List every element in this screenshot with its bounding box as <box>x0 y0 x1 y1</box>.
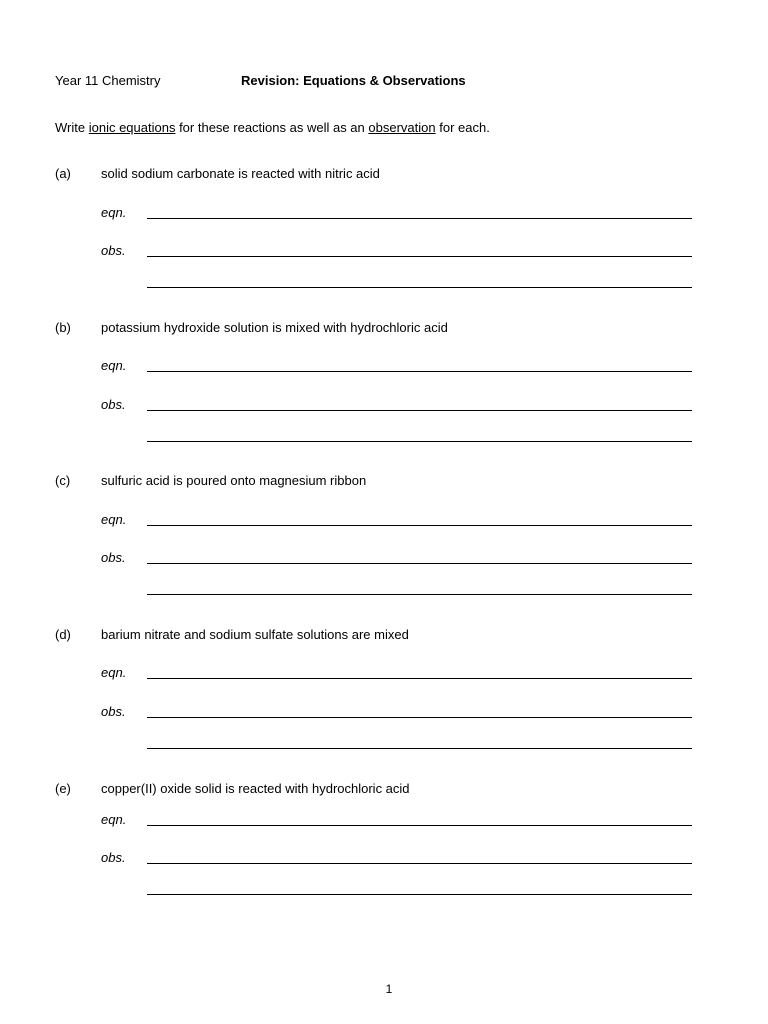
obs-answer-line[interactable] <box>147 256 692 257</box>
instruction-text-1: Write <box>55 120 89 135</box>
eqn-label: eqn. <box>101 812 127 827</box>
eqn-answer-line[interactable] <box>147 371 692 372</box>
eqn-label: eqn. <box>101 665 127 680</box>
obs-answer-line[interactable] <box>147 717 692 718</box>
instruction-term-observation: observation <box>368 120 436 135</box>
question-text: solid sodium carbonate is reacted with nitric acid <box>101 166 380 181</box>
eqn-label: eqn. <box>101 358 127 373</box>
question-text: sulfuric acid is poured onto magnesium ribbon <box>101 473 367 488</box>
instruction-text-3: for each. <box>435 120 490 135</box>
question-text: barium nitrate and sodium sulfate solutions are mixed <box>101 627 409 642</box>
obs-answer-line-2[interactable] <box>147 441 692 442</box>
instruction-text-2: for these reactions as well as an <box>175 120 369 135</box>
question-text: potassium hydroxide solution is mixed with hydrochloric acid <box>101 320 448 335</box>
obs-answer-line[interactable] <box>147 563 692 564</box>
obs-answer-line[interactable] <box>147 410 692 411</box>
obs-label: obs. <box>101 243 126 258</box>
course-name: Year 11 Chemistry <box>55 73 161 88</box>
question-letter: (a) <box>55 166 71 181</box>
obs-label: obs. <box>101 704 126 719</box>
question-text: copper(II) oxide solid is reacted with hydrochloric acid <box>101 781 410 796</box>
question-letter: (b) <box>55 320 71 335</box>
page-number: 1 <box>385 982 393 996</box>
eqn-answer-line[interactable] <box>147 825 692 826</box>
obs-answer-line-2[interactable] <box>147 287 692 288</box>
obs-answer-line-2[interactable] <box>147 594 692 595</box>
obs-label: obs. <box>101 550 126 565</box>
eqn-answer-line[interactable] <box>147 218 692 219</box>
instruction-term-ionic-equations: ionic equations <box>88 120 176 135</box>
question-letter: (d) <box>55 627 71 642</box>
obs-answer-line[interactable] <box>147 863 692 864</box>
obs-label: obs. <box>101 397 126 412</box>
question-letter: (e) <box>55 781 71 796</box>
obs-answer-line-2[interactable] <box>147 894 692 895</box>
obs-label: obs. <box>101 850 126 865</box>
obs-answer-line-2[interactable] <box>147 748 692 749</box>
eqn-answer-line[interactable] <box>147 525 692 526</box>
worksheet-title: Revision: Equations & Observations <box>241 73 466 88</box>
instructions <box>55 120 490 136</box>
eqn-answer-line[interactable] <box>147 678 692 679</box>
eqn-label: eqn. <box>101 512 127 527</box>
eqn-label: eqn. <box>101 205 127 220</box>
question-letter: (c) <box>55 473 71 488</box>
